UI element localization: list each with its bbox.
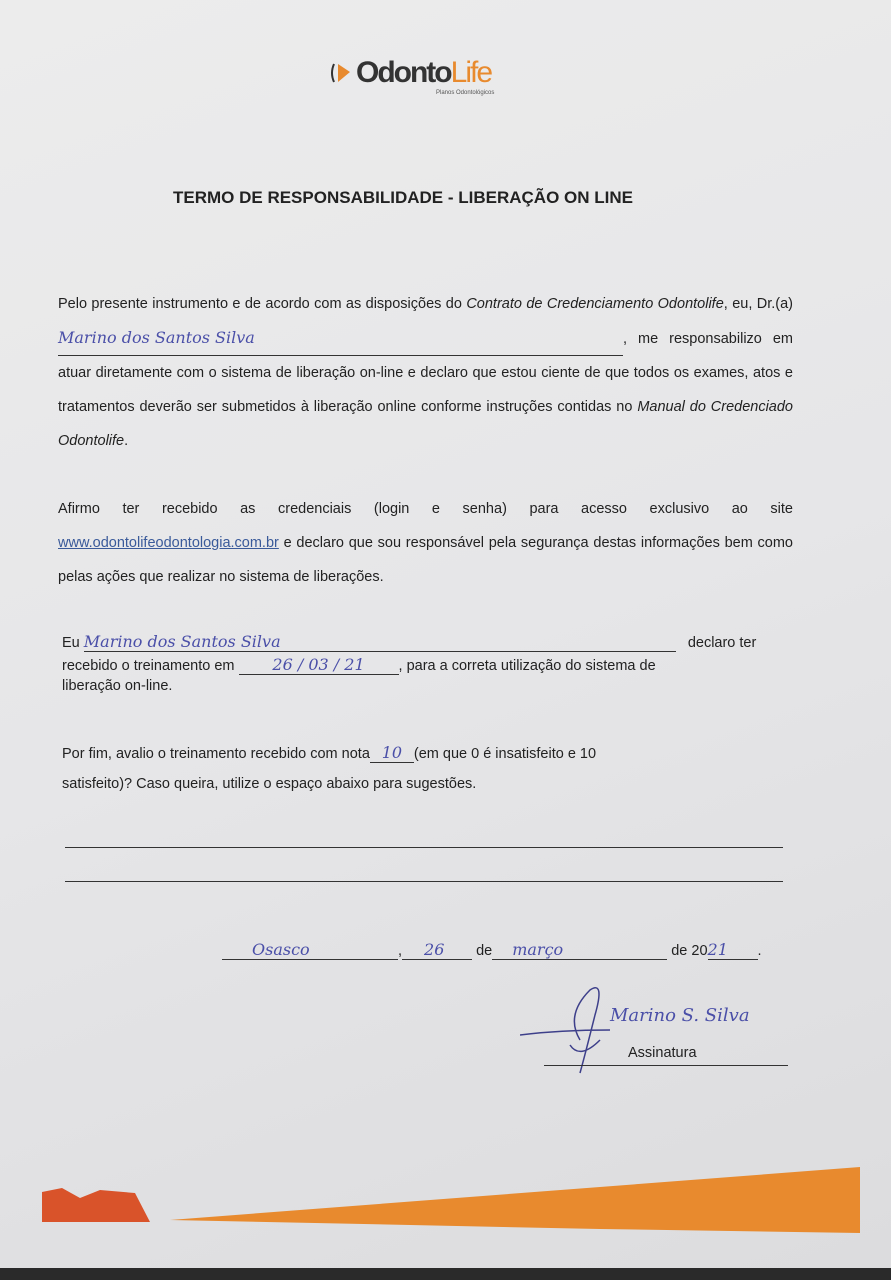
logo-tagline: Planos Odontológicos xyxy=(436,90,495,96)
city-field[interactable]: Osasco xyxy=(222,940,398,960)
signature-label: Assinatura xyxy=(628,1045,697,1061)
footer-30-years-badge xyxy=(42,1188,150,1222)
training-date-field[interactable]: 26 / 03 / 21 xyxy=(239,655,399,675)
day-field[interactable]: 26 xyxy=(402,940,472,960)
paragraph-3-line2: recebido o treinamento em 26 / 03 / 21 , para a correta utilização do sistema de xyxy=(62,655,656,674)
year-field[interactable]: 21 xyxy=(708,940,758,960)
footer-orange-band xyxy=(170,1167,860,1233)
paragraph-1: Pelo presente instrumento e de acordo com as disposições do Contrato de Credenciamento Odontolife, eu, Dr.(a)Marino dos Santos Silva , me responsabilizo em atuar diretamente com o sistema de liberação on-line e declaro que estou ciente de que todos os exames, atos e tratamentos deverão ser submetidos à liberação online conforme instruções contidas no Manual do Credenciado Odontolife. xyxy=(58,296,793,449)
document-title: TERMO DE RESPONSABILIDADE - LIBERAÇÃO ON LINE xyxy=(173,188,633,207)
score-field[interactable]: 10 xyxy=(370,743,414,763)
paragraph-3-line3: liberação on-line. xyxy=(62,678,173,694)
doctor-name-field[interactable]: Marino dos Santos Silva xyxy=(58,321,623,356)
signature-text: Marino S. Silva xyxy=(610,1005,750,1026)
month-field[interactable]: março xyxy=(492,940,667,960)
paragraph-4-line1: Por fim, avalio o treinamento recebido com nota 10 (em que 0 é insatisfeito e 10 xyxy=(62,743,597,762)
logo-text: OdontoLife xyxy=(356,56,492,89)
paragraph-2: Afirmo ter recebido as credenciais (login e senha) para acesso exclusivo ao site www.odontolifeodontologia.com.br e declaro que sou responsável pela segurança destas informações bem como pelas ações que realizar no sistema de liberações. xyxy=(58,501,793,585)
trainee-name-field[interactable]: Marino dos Santos Silva xyxy=(84,632,676,652)
paragraph-4-line2: satisfeito)? Caso queira, utilize o espaço abaixo para sugestões. xyxy=(62,776,477,792)
place-date-line: Osasco , 26 de março de 2021 . xyxy=(222,940,762,960)
website-link[interactable]: www.odontolifeodontologia.com.br xyxy=(58,535,279,551)
paragraph-3-line1: Eu Marino dos Santos Silva declaro ter xyxy=(62,632,757,651)
